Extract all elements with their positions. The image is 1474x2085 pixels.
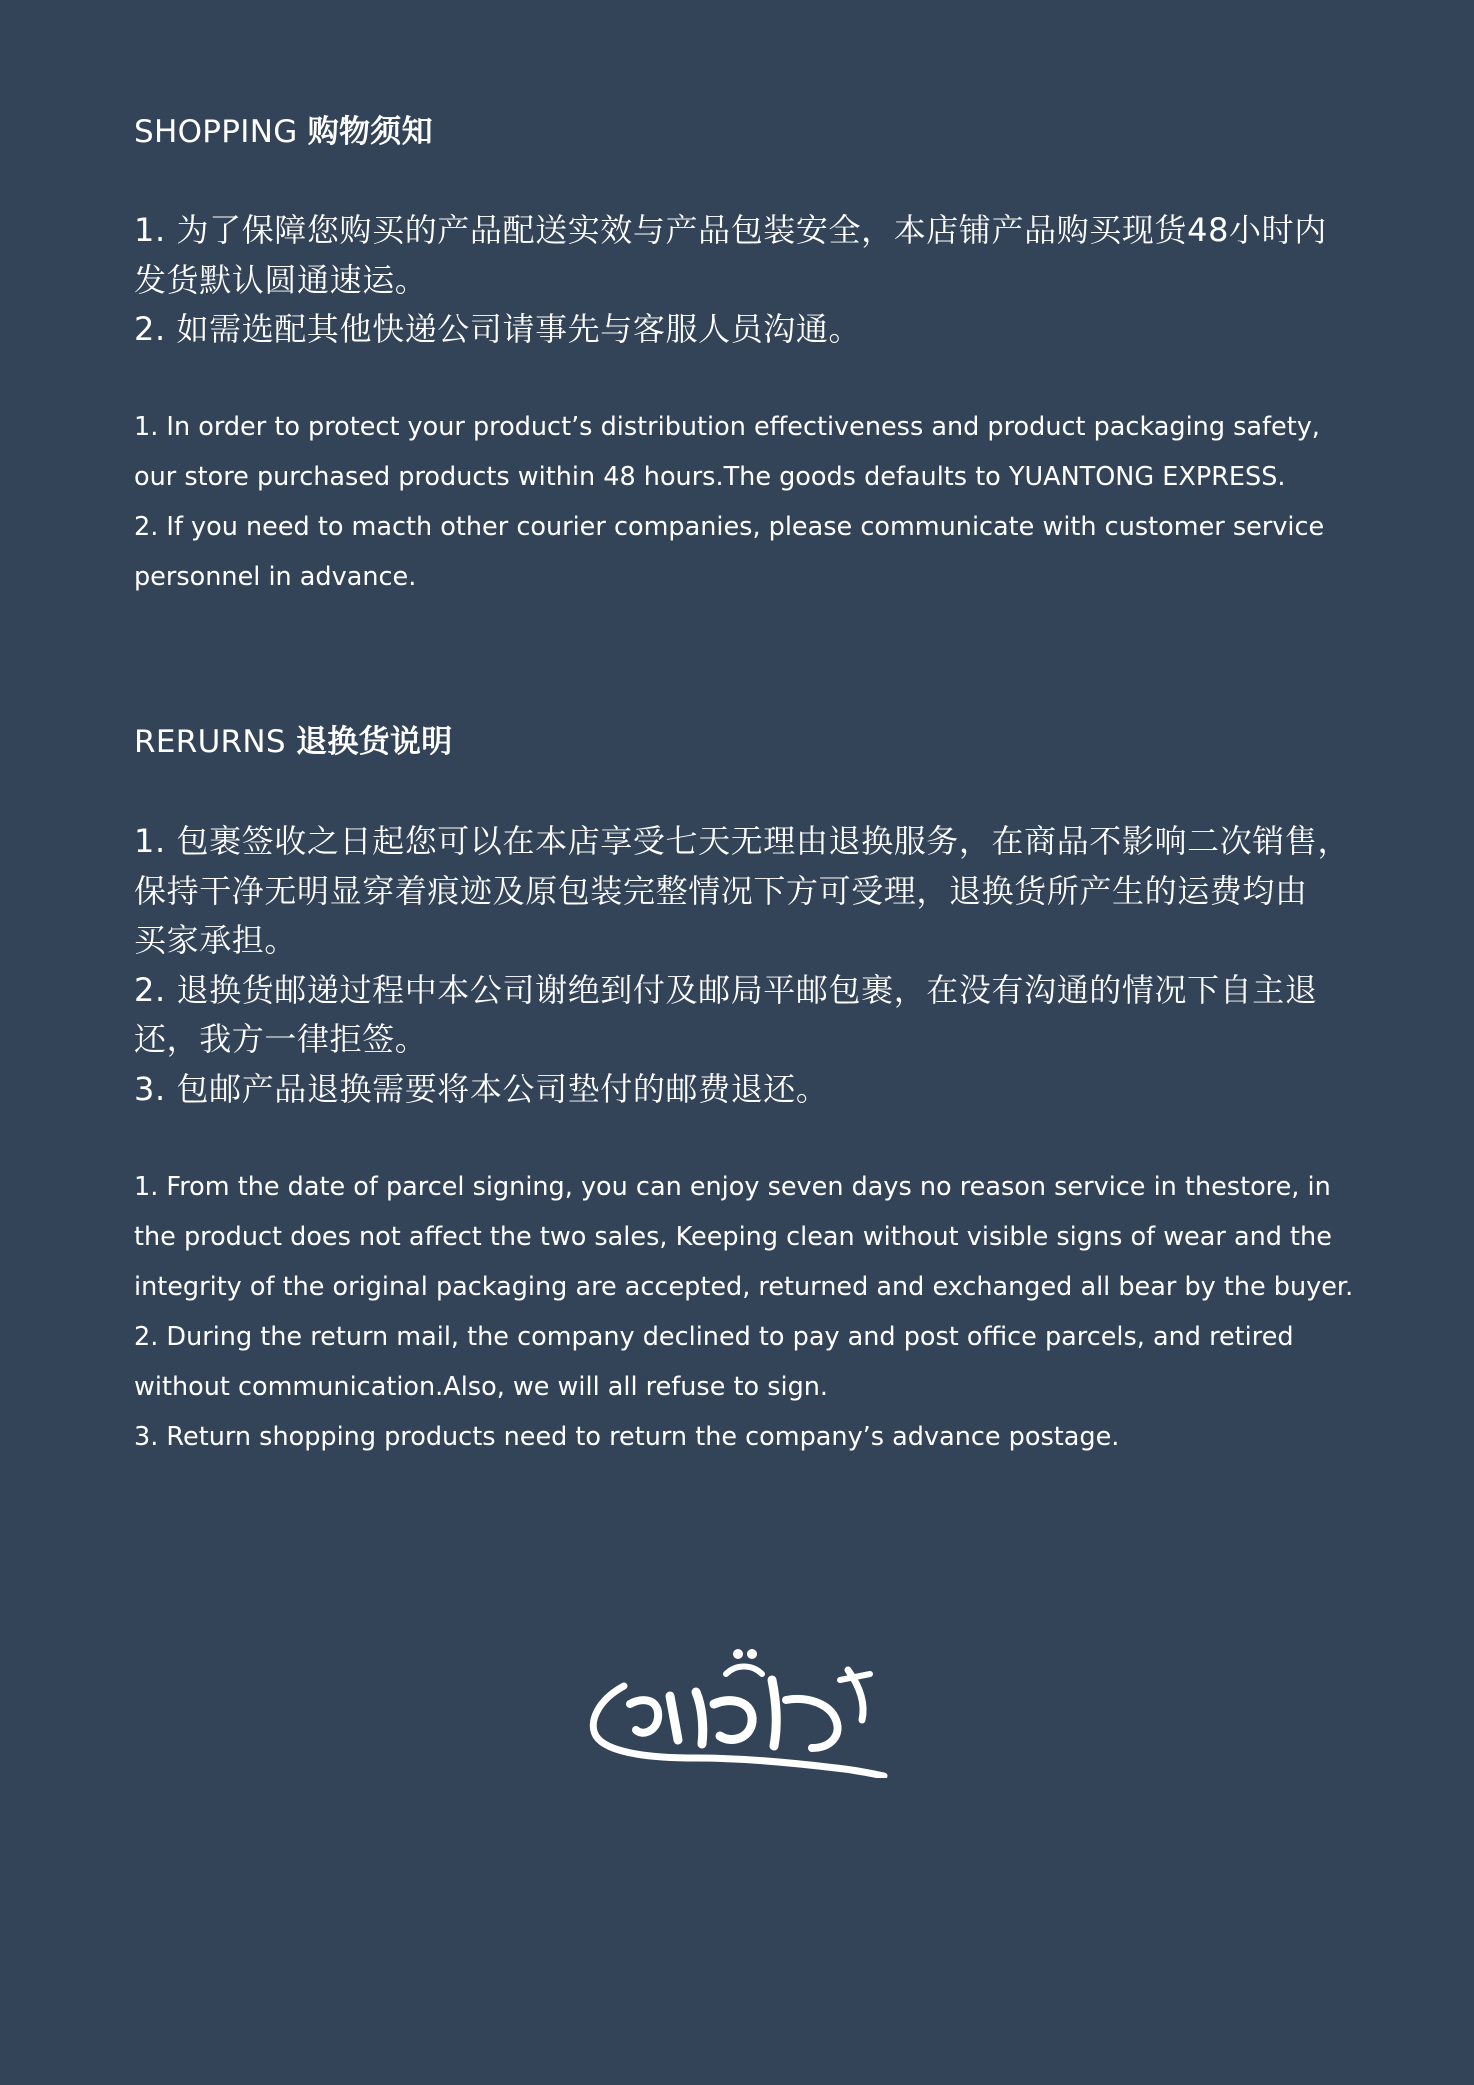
brand-logo	[586, 1640, 890, 1778]
returns-cn-line: 2. 退换货邮递过程中本公司谢绝到付及邮局平邮包裹，在没有沟通的情况下自主退	[134, 970, 1318, 1009]
returns-en-line: integrity of the original packaging are accepted, returned and exchanged all bear by the buyer.	[134, 1272, 1354, 1302]
returns-en-line: without communication.Also, we will all refuse to sign.	[134, 1372, 829, 1402]
returns-cn-line: 买家承担。	[134, 921, 298, 959]
shopping-en-line: personnel in advance.	[134, 562, 417, 592]
shopping-cn-line: 2. 如需选配其他快递公司请事先与客服人员沟通。	[134, 310, 862, 348]
returns-heading-en: RERURNS	[134, 724, 286, 760]
returns-en-line: 2. During the return mail, the company declined to pay and post office parcels, and retired	[134, 1322, 1294, 1352]
returns-en-line: 3. Return shopping products need to return the company’s advance postage.	[134, 1422, 1120, 1452]
returns-en-line: the product does not affect the two sales, Keeping clean without visible signs of wear and the	[134, 1222, 1332, 1252]
returns-cn-text	[134, 817, 1351, 1114]
returns-heading-cn: 退换货说明	[296, 724, 453, 760]
shopping-en-text	[134, 402, 1344, 602]
returns-en-text	[134, 1162, 1354, 1462]
shopping-cn-text	[134, 206, 1344, 355]
returns-cn-line: 3. 包邮产品退换需要将本公司垫付的邮费退还。	[134, 1069, 829, 1108]
shopping-heading-cn: 购物须知	[307, 114, 433, 150]
shopping-heading	[134, 112, 433, 152]
shopping-heading-en: SHOPPING	[134, 114, 298, 150]
shopping-en-line: 1. In order to protect your product’s distribution effectiveness and product packaging safety,	[134, 412, 1320, 442]
returns-en-line: 1. From the date of parcel signing, you can enjoy seven days no reason service in thestore, in	[134, 1172, 1331, 1202]
returns-cn-line: 保持干净无明显穿着痕迹及原包装完整情况下方可受理，退换货所产生的运费均由	[134, 871, 1308, 910]
shopping-en-line: our store purchased products within 48 hours.The goods defaults to YUANTONG EXPRESS.	[134, 462, 1286, 492]
shopping-cn-line: 发货默认圆通速运。	[134, 260, 428, 299]
returns-heading	[134, 722, 453, 762]
shopping-cn-line: 1. 为了保障您购买的产品配送实效与产品包装安全，本店铺产品购买现货48小时内	[134, 211, 1327, 249]
shopping-en-line: 2. If you need to macth other courier companies, please communicate with customer service	[134, 512, 1325, 542]
returns-cn-line: 还，我方一律拒签。	[134, 1020, 428, 1058]
returns-cn-line: 1. 包裹签收之日起您可以在本店享受七天无理由退换服务，在商品不影响二次销售，	[134, 822, 1351, 860]
